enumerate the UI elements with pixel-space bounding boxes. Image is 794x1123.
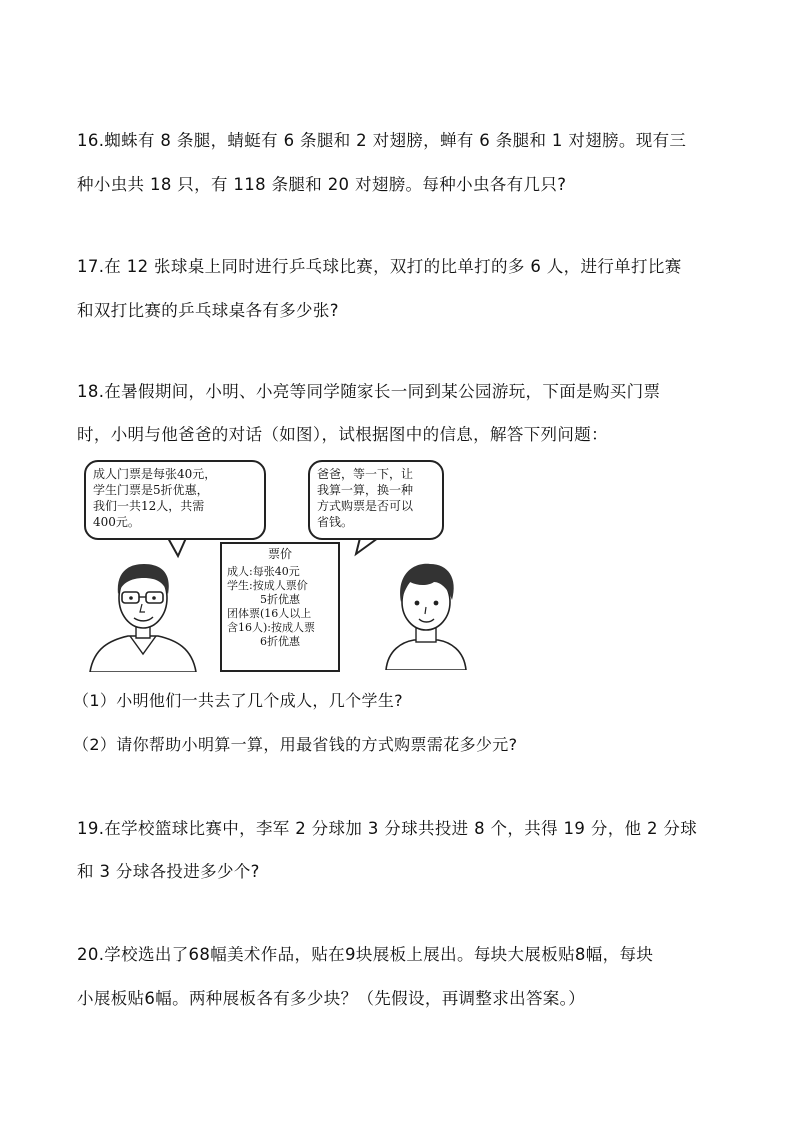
dad-bubble-line: 成人门票是每张40元， bbox=[93, 467, 217, 481]
price-line: 团体票(16人以上 bbox=[227, 607, 312, 620]
q19-line1: 19.在学校篮球比赛中，李军 2 分球加 3 分球共投进 8 个，共得 19 分，他 2 分球 bbox=[77, 819, 698, 838]
q20-line2: 小展板贴6幅。两种展板各有多少块？（先假设，再调整求出答案。） bbox=[77, 989, 586, 1008]
kid-bubble-line: 方式购票是否可以 bbox=[317, 499, 414, 513]
dad-bubble-line: 学生门票是5折优惠， bbox=[93, 483, 209, 497]
q16-line2: 种小虫共 18 只，有 118 条腿和 20 对翅膀。每种小虫各有几只? bbox=[77, 175, 567, 194]
dad-bubble-line: 400元。 bbox=[93, 515, 140, 529]
kid-bubble-line: 爸爸，等一下，让 bbox=[317, 467, 414, 481]
father-illustration bbox=[88, 550, 198, 672]
q17-line2: 和双打比赛的乒乓球桌各有多少张? bbox=[77, 301, 339, 320]
q18-sub1: （1）小明他们一共去了几个成人，几个学生? bbox=[73, 691, 404, 710]
q18-sub2: （2）请你帮助小明算一算，用最省钱的方式购票需花多少元? bbox=[73, 735, 518, 754]
boy-illustration bbox=[378, 552, 474, 670]
kid-bubble-line: 省钱。 bbox=[317, 515, 354, 529]
q18-line2: 时，小明与他爸爸的对话（如图），试根据图中的信息，解答下列问题： bbox=[77, 425, 608, 444]
dad-speech-bubble bbox=[84, 460, 266, 540]
kid-bubble-line: 我算一算，换一种 bbox=[317, 483, 414, 497]
dad-bubble-line: 我们一共12人，共需 bbox=[93, 499, 205, 513]
q20-line1: 20.学校选出了68幅美术作品，贴在9块展板上展出。每块大展板贴8幅，每块 bbox=[77, 945, 654, 964]
price-line: 含16人):按成人票 bbox=[227, 621, 315, 634]
price-line: 5折优惠 bbox=[260, 593, 300, 606]
price-line: 6折优惠 bbox=[260, 635, 300, 648]
price-line: 成人:每张40元 bbox=[227, 565, 300, 578]
kid-speech-bubble bbox=[308, 460, 444, 540]
ticket-price-box bbox=[220, 542, 340, 672]
q18-line1: 18.在暑假期间，小明、小亮等同学随家长一同到某公园游玩，下面是购买门票 bbox=[77, 382, 661, 401]
q16-line1: 16.蜘蛛有 8 条腿，蜻蜓有 6 条腿和 2 对翅膀，蝉有 6 条腿和 1 对翅膀。现有三 bbox=[77, 131, 687, 150]
q19-line2: 和 3 分球各投进多少个? bbox=[77, 862, 260, 881]
q17-line1: 17.在 12 张球桌上同时进行乒乓球比赛，双打的比单打的多 6 人，进行单打比赛 bbox=[77, 257, 682, 276]
ticket-illustration bbox=[78, 456, 640, 676]
price-title: 票价 bbox=[267, 547, 292, 561]
price-line: 学生:按成人票价 bbox=[227, 579, 308, 592]
